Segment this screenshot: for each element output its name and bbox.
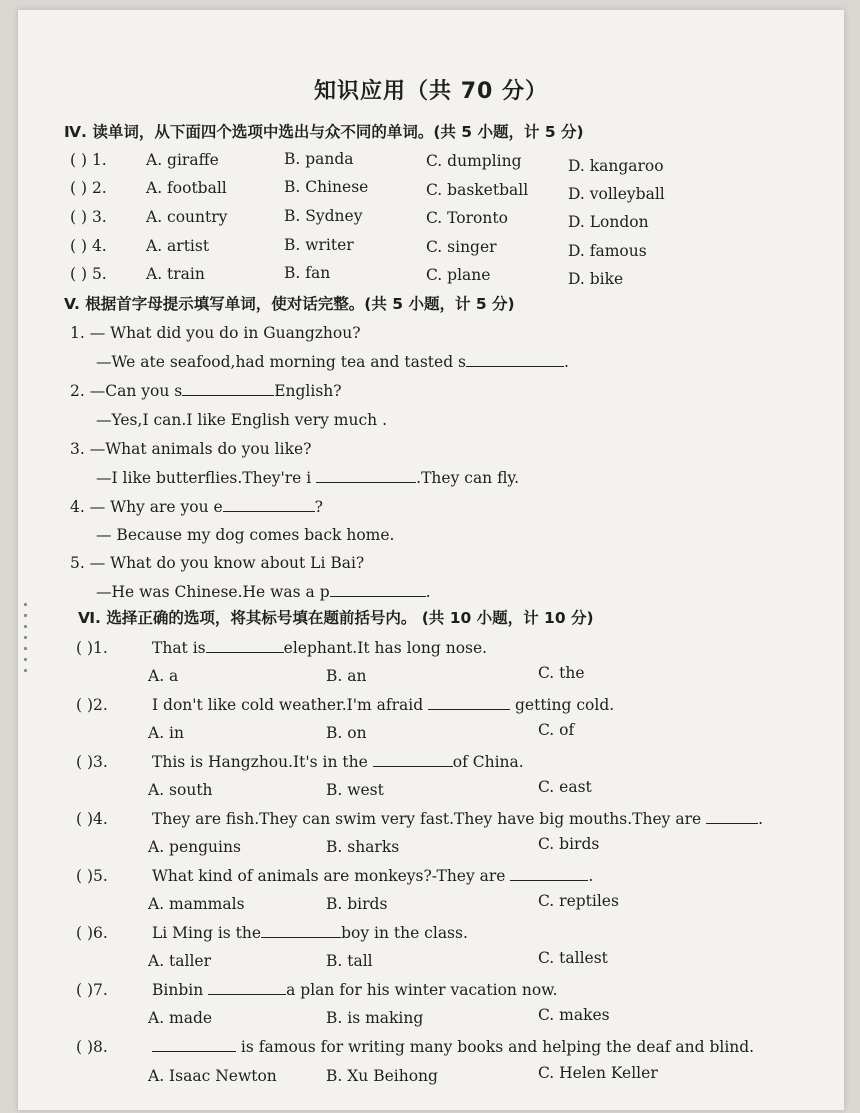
q5-5-blank[interactable]: [330, 582, 426, 597]
q5-5-answer-post: .: [425, 583, 431, 601]
q6-5-stem: [152, 866, 593, 886]
section-5-heading: V. 根据首字母提示填写单词，使对话完整。(共 5 小题，计 5 分): [64, 295, 515, 313]
page-title: 知识应用（共 70 分）: [314, 79, 548, 104]
q5-5-answer: [96, 582, 431, 602]
q4-5-number: ( ) 5.: [70, 265, 107, 283]
exam-paper: [18, 10, 844, 1110]
q6-3-stem-post: of China.: [452, 753, 524, 771]
q6-7-number: ( )7.: [76, 981, 108, 999]
q4-3-number: ( ) 3.: [70, 208, 107, 226]
q4-3-option-a: A. country: [146, 208, 228, 226]
q4-4-option-a: A. artist: [146, 237, 210, 255]
q6-8-stem: [152, 1037, 754, 1057]
q6-2-number: ( )2.: [76, 696, 108, 714]
q6-5-option-b: B. birds: [326, 895, 388, 913]
q6-1-option-a: A. a: [148, 667, 179, 685]
q5-4-question-pre: 4. — Why are you e: [70, 498, 223, 516]
q6-1-option-b: B. an: [326, 667, 367, 685]
q6-5-stem-pre: What kind of animals are monkeys?-They are: [152, 867, 511, 885]
q6-8-option-b: B. Xu Beihong: [326, 1067, 438, 1085]
q6-6-blank[interactable]: [261, 923, 341, 938]
q4-2-option-b: B. Chinese: [284, 178, 369, 196]
q6-4-stem: [152, 809, 763, 829]
q6-2-option-b: B. on: [326, 724, 367, 742]
q6-7-option-b: B. is making: [326, 1009, 424, 1027]
q6-3-option-b: B. west: [326, 781, 384, 799]
q6-5-blank[interactable]: [510, 866, 588, 881]
q5-3-question: 3. —What animals do you like?: [70, 440, 312, 458]
q6-7-option-a: A. made: [148, 1009, 213, 1027]
q6-6-stem-post: boy in the class.: [341, 924, 468, 942]
q6-2-option-c: C. of: [538, 721, 575, 739]
q5-4-blank[interactable]: [223, 497, 315, 512]
q6-6-option-c: C. tallest: [538, 949, 608, 967]
q6-7-option-c: C. makes: [538, 1006, 610, 1024]
q6-6-stem-pre: Li Ming is the: [152, 924, 262, 942]
q4-4-option-d: D. famous: [568, 242, 647, 260]
q5-1-question: 1. — What did you do in Guangzhou?: [70, 324, 361, 342]
q6-3-blank[interactable]: [373, 752, 453, 767]
q6-2-stem-pre: I don't like cold weather.I'm afraid: [152, 696, 429, 714]
q6-1-stem: [152, 638, 487, 658]
q6-7-stem-pre: Binbin: [152, 981, 209, 999]
q4-4-option-c: C. singer: [426, 238, 497, 256]
q5-2-blank[interactable]: [182, 381, 274, 396]
q5-4-question: [70, 497, 323, 517]
q6-1-option-c: C. the: [538, 664, 585, 682]
q5-2-question: [70, 381, 342, 401]
q6-1-stem-post: elephant.It has long nose.: [283, 639, 488, 657]
q6-6-option-a: A. taller: [148, 952, 212, 970]
q6-5-option-a: A. mammals: [148, 895, 245, 913]
q6-7-stem-post: a plan for his winter vacation now.: [286, 981, 558, 999]
q5-3-answer: [96, 468, 519, 488]
q5-3-answer-post: .They can fly.: [416, 469, 520, 487]
q6-2-stem: [152, 695, 614, 715]
q6-4-option-a: A. penguins: [148, 838, 241, 856]
q5-3-answer-pre: —I like butterflies.They're i: [96, 469, 317, 487]
q5-5-answer-pre: —He was Chinese.He was a p: [96, 583, 330, 601]
q6-6-number: ( )6.: [76, 924, 108, 942]
q6-4-option-b: B. sharks: [326, 838, 400, 856]
q6-3-stem-pre: This is Hangzhou.It's in the: [152, 753, 373, 771]
section-6-heading: Ⅵ. 选择正确的选项，将其标号填在题前括号内。 (共 10 小题，计 10 分): [78, 609, 594, 627]
q6-5-stem-post: .: [588, 867, 594, 885]
q6-4-stem-post: .: [758, 810, 764, 828]
q6-6-option-b: B. tall: [326, 952, 373, 970]
q5-1-answer-post: .: [564, 353, 569, 371]
q6-2-option-a: A. in: [148, 724, 184, 742]
q6-5-number: ( )5.: [76, 867, 108, 885]
q6-7-stem: [152, 980, 558, 1000]
q6-8-option-a: A. Isaac Newton: [148, 1067, 277, 1085]
q6-7-blank[interactable]: [208, 980, 286, 995]
q6-4-number: ( )4.: [76, 810, 108, 828]
q6-3-stem: [152, 752, 524, 772]
section-4-heading: Ⅳ. 读单词，从下面四个选项中选出与众不同的单词。(共 5 小题，计 5 分): [64, 123, 584, 141]
q5-1-blank[interactable]: [466, 352, 564, 367]
q4-5-option-d: D. bike: [568, 270, 624, 288]
q6-5-option-c: C. reptiles: [538, 892, 619, 910]
q4-1-option-c: C. dumpling: [426, 152, 522, 170]
q6-8-blank[interactable]: [152, 1037, 236, 1052]
q6-8-stem-post: is famous for writing many books and helping the deaf and blind.: [236, 1038, 755, 1056]
q6-2-blank[interactable]: [428, 695, 510, 710]
q5-2-answer: —Yes,I can.I like English very much .: [96, 411, 387, 429]
q5-1-answer: [96, 352, 569, 372]
q5-2-question-post: English?: [274, 382, 342, 400]
q6-4-stem-pre: They are fish.They can swim very fast.They have big mouths.They are: [152, 810, 707, 828]
q4-1-option-d: D. kangaroo: [568, 157, 664, 175]
q5-4-answer: — Because my dog comes back home.: [96, 526, 395, 544]
q5-3-blank[interactable]: [316, 468, 416, 483]
q5-1-answer-pre: —We ate seafood,had morning tea and tasted s: [96, 353, 467, 371]
q4-5-option-c: C. plane: [426, 266, 491, 284]
q4-2-option-a: A. football: [146, 179, 227, 197]
q4-1-option-a: A. giraffe: [146, 151, 219, 169]
q4-3-option-d: D. London: [568, 213, 649, 231]
q6-8-option-c: C. Helen Keller: [538, 1064, 658, 1082]
q4-5-option-b: B. fan: [284, 264, 331, 282]
q6-4-blank[interactable]: [706, 809, 758, 824]
q6-1-number: ( )1.: [76, 639, 108, 657]
q4-3-option-c: C. Toronto: [426, 209, 508, 227]
q4-3-option-b: B. Sydney: [284, 207, 363, 225]
q5-2-question-pre: 2. —Can you s: [70, 382, 183, 400]
q6-1-stem-pre: That is: [152, 639, 206, 657]
q4-2-option-d: D. volleyball: [568, 185, 665, 203]
q4-2-number: ( ) 2.: [70, 179, 107, 197]
q4-1-option-b: B. panda: [284, 150, 354, 168]
q6-4-option-c: C. birds: [538, 835, 600, 853]
q4-2-option-c: C. basketball: [426, 181, 529, 199]
q6-2-stem-post: getting cold.: [510, 696, 615, 714]
q6-1-blank[interactable]: [206, 638, 284, 653]
q6-3-option-a: A. south: [148, 781, 213, 799]
q4-1-number: ( ) 1.: [70, 151, 107, 169]
q5-4-question-post: ?: [314, 498, 323, 516]
q4-5-option-a: A. train: [146, 265, 205, 283]
binding-holes: [20, 595, 30, 705]
q6-8-number: ( )8.: [76, 1038, 108, 1056]
q5-5-question: 5. — What do you know about Li Bai?: [70, 554, 365, 572]
q4-4-number: ( ) 4.: [70, 237, 107, 255]
q6-6-stem: [152, 923, 468, 943]
q6-3-number: ( )3.: [76, 753, 108, 771]
q6-3-option-c: C. east: [538, 778, 592, 796]
q4-4-option-b: B. writer: [284, 236, 354, 254]
